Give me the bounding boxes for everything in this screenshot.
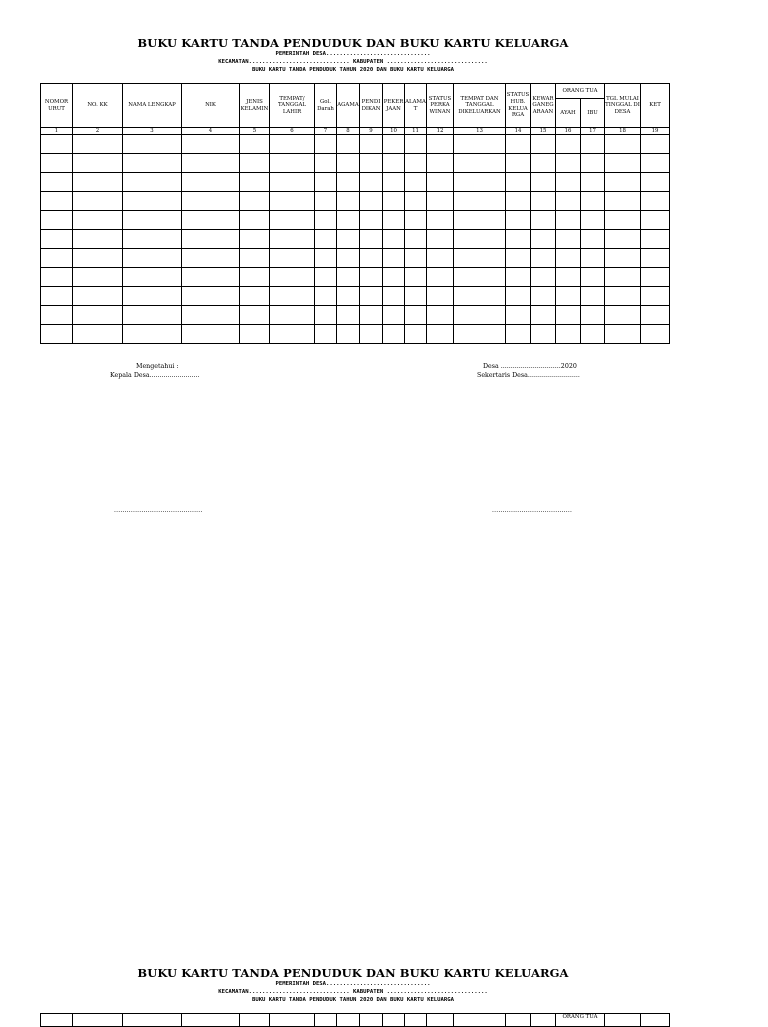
table-cell[interactable] <box>506 287 531 306</box>
table-cell[interactable] <box>41 325 73 344</box>
table-row <box>41 211 670 230</box>
column-number-row <box>41 128 670 135</box>
column-number: 7 <box>315 128 337 135</box>
table-row <box>41 154 670 173</box>
table-cell[interactable] <box>405 230 427 249</box>
table-cell[interactable] <box>383 135 405 154</box>
table-cell[interactable] <box>73 211 123 230</box>
table-cell[interactable] <box>581 211 605 230</box>
table-cell[interactable] <box>531 211 556 230</box>
column-number: 1 <box>41 128 73 135</box>
table-cell[interactable] <box>454 268 506 287</box>
table-cell[interactable] <box>41 287 73 306</box>
table-cell[interactable] <box>73 306 123 325</box>
table-cell[interactable] <box>427 287 454 306</box>
table-cell[interactable] <box>506 249 531 268</box>
cell <box>605 1014 641 1027</box>
table-cell[interactable] <box>337 211 360 230</box>
cell <box>337 1014 360 1027</box>
col-header-ibu: IBU <box>581 99 605 128</box>
table-cell[interactable] <box>581 268 605 287</box>
table-cell[interactable] <box>531 287 556 306</box>
table-cell[interactable] <box>641 135 670 154</box>
table-cell[interactable] <box>556 230 581 249</box>
table-cell[interactable] <box>360 135 383 154</box>
table-cell[interactable] <box>337 249 360 268</box>
table-cell[interactable] <box>337 192 360 211</box>
table-cell[interactable] <box>383 306 405 325</box>
table-cell[interactable] <box>182 249 240 268</box>
table-cell[interactable] <box>315 211 337 230</box>
cell <box>360 1014 383 1027</box>
column-number: 6 <box>270 128 315 135</box>
table-cell[interactable] <box>73 192 123 211</box>
table-cell[interactable] <box>383 154 405 173</box>
table-cell[interactable] <box>405 306 427 325</box>
cell <box>240 1014 270 1027</box>
table-cell[interactable] <box>641 154 670 173</box>
table-cell[interactable] <box>641 173 670 192</box>
table-cell[interactable] <box>240 135 270 154</box>
table-cell[interactable] <box>360 192 383 211</box>
col-header-status-hub-keluarga: STATUS HUB. KELUA RGA <box>506 84 531 128</box>
col-header-kewarganegaraan: KEWAR GANEG ARAAN <box>531 84 556 128</box>
column-number: 11 <box>405 128 427 135</box>
table-cell[interactable] <box>270 173 315 192</box>
table-cell[interactable] <box>531 306 556 325</box>
col-header-alamat: ALAMA T <box>405 84 427 128</box>
cell <box>427 1014 454 1027</box>
table-cell[interactable] <box>123 230 182 249</box>
table-cell[interactable] <box>556 287 581 306</box>
col-header-agama: AGAMA <box>337 84 360 128</box>
table-cell[interactable] <box>73 173 123 192</box>
table-cell[interactable] <box>405 173 427 192</box>
col-header-pekerjaan: PEKER JAAN <box>383 84 405 128</box>
table-cell[interactable] <box>240 306 270 325</box>
table-cell[interactable] <box>531 325 556 344</box>
page-title: BUKU KARTU TANDA PENDUDUK DAN BUKU KARTU KELUARGA <box>137 36 569 50</box>
table-cell[interactable] <box>337 154 360 173</box>
table-cell[interactable] <box>73 135 123 154</box>
table-cell[interactable] <box>581 192 605 211</box>
table-cell[interactable] <box>605 135 641 154</box>
table-cell[interactable] <box>73 268 123 287</box>
subtitle-pemerintah-desa-second: PEMERINTAH DESA............................... <box>275 981 431 987</box>
signature-line-kepala-desa: .......................................... <box>114 507 203 514</box>
column-number: 15 <box>531 128 556 135</box>
table-cell[interactable] <box>41 173 73 192</box>
subtitle-pemerintah-desa: PEMERINTAH DESA............................... <box>275 51 431 57</box>
table-cell[interactable] <box>427 230 454 249</box>
table-row <box>41 268 670 287</box>
table-cell[interactable] <box>337 268 360 287</box>
table-cell[interactable] <box>270 154 315 173</box>
table-cell[interactable] <box>360 325 383 344</box>
table-cell[interactable] <box>383 325 405 344</box>
column-number: 2 <box>73 128 123 135</box>
column-number: 12 <box>427 128 454 135</box>
table-cell[interactable] <box>337 230 360 249</box>
subtitle-kecamatan-kabupaten: KECAMATAN.............................. KABUPATEN .............................. <box>218 59 488 65</box>
table-cell[interactable] <box>337 173 360 192</box>
table-cell[interactable] <box>41 268 73 287</box>
table-cell[interactable] <box>73 154 123 173</box>
register-table <box>40 83 670 344</box>
table-cell[interactable] <box>182 287 240 306</box>
table-cell[interactable] <box>405 192 427 211</box>
table-cell[interactable] <box>270 268 315 287</box>
table-cell[interactable] <box>556 268 581 287</box>
subtitle-kecamatan-kabupaten-second: KECAMATAN.............................. KABUPATEN .............................. <box>218 989 488 995</box>
table-cell[interactable] <box>454 154 506 173</box>
table-cell[interactable] <box>41 306 73 325</box>
table-cell[interactable] <box>315 249 337 268</box>
subtitle-buku-tahun: BUKU KARTU TANDA PENDUDUK TAHUN 2020 DAN BUKU KARTU KELUARGA <box>251 67 455 73</box>
col-header-nomor-urut: NOMOR URUT <box>41 84 73 128</box>
empty-rows <box>41 135 670 344</box>
table-cell[interactable] <box>337 135 360 154</box>
table-cell[interactable] <box>605 306 641 325</box>
table-cell[interactable] <box>337 287 360 306</box>
table-cell[interactable] <box>531 230 556 249</box>
table-cell[interactable] <box>383 249 405 268</box>
table-cell[interactable] <box>641 325 670 344</box>
table-cell[interactable] <box>427 135 454 154</box>
table-cell[interactable] <box>240 173 270 192</box>
column-number: 19 <box>641 128 670 135</box>
table-cell[interactable] <box>605 325 641 344</box>
register-table-second <box>40 1013 670 1027</box>
table-cell[interactable] <box>41 154 73 173</box>
table-cell[interactable] <box>605 173 641 192</box>
table-cell[interactable] <box>73 249 123 268</box>
table-cell[interactable] <box>240 268 270 287</box>
table-cell[interactable] <box>123 154 182 173</box>
column-number: 18 <box>605 128 641 135</box>
table-cell[interactable] <box>270 306 315 325</box>
table-cell[interactable] <box>315 154 337 173</box>
cell <box>383 1014 405 1027</box>
table-cell[interactable] <box>240 249 270 268</box>
table-cell[interactable] <box>427 249 454 268</box>
footer-mengetahui: Mengetahui : <box>136 363 179 370</box>
table-cell[interactable] <box>360 173 383 192</box>
table-cell[interactable] <box>315 287 337 306</box>
table-cell[interactable] <box>531 154 556 173</box>
table-cell[interactable] <box>506 268 531 287</box>
table-cell[interactable] <box>123 306 182 325</box>
table-cell[interactable] <box>123 287 182 306</box>
table-cell[interactable] <box>454 135 506 154</box>
table-cell[interactable] <box>182 154 240 173</box>
table-cell[interactable] <box>605 230 641 249</box>
table-cell[interactable] <box>581 306 605 325</box>
cell <box>123 1014 182 1027</box>
table-cell[interactable] <box>641 306 670 325</box>
column-number: 5 <box>240 128 270 135</box>
table-cell[interactable] <box>427 173 454 192</box>
col-header-orang-tua: ORANG TUA <box>556 84 605 99</box>
col-header-nik: NIK <box>182 84 240 128</box>
table-cell[interactable] <box>531 249 556 268</box>
table-cell[interactable] <box>427 268 454 287</box>
page-title-second: BUKU KARTU TANDA PENDUDUK DAN BUKU KARTU KELUARGA <box>137 966 569 980</box>
table-cell[interactable] <box>427 306 454 325</box>
table-row <box>41 173 670 192</box>
table-cell[interactable] <box>123 135 182 154</box>
table-cell[interactable] <box>531 192 556 211</box>
table-row <box>41 192 670 211</box>
table-cell[interactable] <box>506 135 531 154</box>
column-number: 13 <box>454 128 506 135</box>
cell <box>531 1014 556 1027</box>
table-row <box>41 249 670 268</box>
table-cell[interactable] <box>641 230 670 249</box>
table-cell[interactable] <box>506 325 531 344</box>
table-cell[interactable] <box>240 325 270 344</box>
table-cell[interactable] <box>123 325 182 344</box>
table-cell[interactable] <box>454 173 506 192</box>
cell <box>270 1014 315 1027</box>
col-header-orang-tua-second: ORANG TUA <box>556 1014 605 1027</box>
table-cell[interactable] <box>182 135 240 154</box>
table-cell[interactable] <box>531 135 556 154</box>
subtitle-buku-tahun-second: BUKU KARTU TANDA PENDUDUK TAHUN 2020 DAN BUKU KARTU KELUARGA <box>251 997 455 1003</box>
table-cell[interactable] <box>182 230 240 249</box>
column-number: 3 <box>123 128 182 135</box>
table-cell[interactable] <box>427 154 454 173</box>
table-cell[interactable] <box>123 249 182 268</box>
table-cell[interactable] <box>605 249 641 268</box>
table-cell[interactable] <box>315 306 337 325</box>
table-cell[interactable] <box>240 287 270 306</box>
table-cell[interactable] <box>427 325 454 344</box>
table-cell[interactable] <box>556 154 581 173</box>
table-cell[interactable] <box>383 287 405 306</box>
column-number: 17 <box>581 128 605 135</box>
table-row <box>41 230 670 249</box>
column-number: 4 <box>182 128 240 135</box>
table-cell[interactable] <box>41 249 73 268</box>
table-cell[interactable] <box>182 268 240 287</box>
table-cell[interactable] <box>360 306 383 325</box>
table-cell[interactable] <box>383 173 405 192</box>
table-cell[interactable] <box>581 287 605 306</box>
table-cell[interactable] <box>360 154 383 173</box>
table-cell[interactable] <box>556 135 581 154</box>
table-cell[interactable] <box>427 211 454 230</box>
table-cell[interactable] <box>605 287 641 306</box>
table-cell[interactable] <box>556 325 581 344</box>
cell <box>506 1014 531 1027</box>
column-number: 14 <box>506 128 531 135</box>
table-cell[interactable] <box>182 192 240 211</box>
table-cell[interactable] <box>605 268 641 287</box>
cell <box>73 1014 123 1027</box>
table-cell[interactable] <box>405 287 427 306</box>
table-cell[interactable] <box>73 325 123 344</box>
table-cell[interactable] <box>506 192 531 211</box>
table-cell[interactable] <box>240 154 270 173</box>
table-cell[interactable] <box>506 173 531 192</box>
cell <box>315 1014 337 1027</box>
col-header-nama-lengkap: NAMA LENGKAP <box>123 84 182 128</box>
cell <box>405 1014 427 1027</box>
table-cell[interactable] <box>41 135 73 154</box>
table-cell[interactable] <box>531 173 556 192</box>
table-cell[interactable] <box>383 192 405 211</box>
table-cell[interactable] <box>360 249 383 268</box>
table-cell[interactable] <box>270 192 315 211</box>
table-cell[interactable] <box>315 268 337 287</box>
table-cell[interactable] <box>41 192 73 211</box>
table-row <box>41 287 670 306</box>
table-cell[interactable] <box>315 173 337 192</box>
table-cell[interactable] <box>270 135 315 154</box>
table-cell[interactable] <box>581 325 605 344</box>
table-cell[interactable] <box>581 249 605 268</box>
table-cell[interactable] <box>405 154 427 173</box>
table-cell[interactable] <box>315 135 337 154</box>
table-cell[interactable] <box>360 211 383 230</box>
column-number: 9 <box>360 128 383 135</box>
cell <box>182 1014 240 1027</box>
col-header-jenis-kelamin: JENIS KELAMIN <box>240 84 270 128</box>
table-cell[interactable] <box>182 173 240 192</box>
table-cell[interactable] <box>405 249 427 268</box>
table-cell[interactable] <box>581 173 605 192</box>
table-cell[interactable] <box>73 287 123 306</box>
footer-desa-date: Desa ..............................2020 <box>483 363 577 370</box>
table-cell[interactable] <box>605 211 641 230</box>
table-cell[interactable] <box>506 230 531 249</box>
table-cell[interactable] <box>360 268 383 287</box>
table-cell[interactable] <box>360 287 383 306</box>
column-number: 16 <box>556 128 581 135</box>
table-cell[interactable] <box>581 135 605 154</box>
table-cell[interactable] <box>605 154 641 173</box>
table-cell[interactable] <box>454 211 506 230</box>
table-cell[interactable] <box>427 192 454 211</box>
table-cell[interactable] <box>405 135 427 154</box>
table-cell[interactable] <box>240 211 270 230</box>
table-row <box>41 306 670 325</box>
table-cell[interactable] <box>123 211 182 230</box>
table-cell[interactable] <box>506 306 531 325</box>
table-cell[interactable] <box>337 325 360 344</box>
table-cell[interactable] <box>581 154 605 173</box>
table-cell[interactable] <box>641 192 670 211</box>
table-cell[interactable] <box>405 211 427 230</box>
table-cell[interactable] <box>123 192 182 211</box>
table-row <box>41 325 670 344</box>
table-cell[interactable] <box>454 287 506 306</box>
col-header-gol-darah: Gol. Darah <box>315 84 337 128</box>
cell <box>641 1014 670 1027</box>
table-cell[interactable] <box>556 211 581 230</box>
table-cell[interactable] <box>270 325 315 344</box>
column-number: 10 <box>383 128 405 135</box>
table-cell[interactable] <box>531 268 556 287</box>
table-cell[interactable] <box>556 192 581 211</box>
col-header-tempat-tanggal-dikeluarkan: TEMPAT DAN TANGGAL DIKELUARKAN <box>454 84 506 128</box>
col-header-ket: KET <box>641 84 670 128</box>
col-header-status-perkawinan: STATUS PERKA WINAN <box>427 84 454 128</box>
table-cell[interactable] <box>454 230 506 249</box>
table-cell[interactable] <box>315 192 337 211</box>
table-cell[interactable] <box>383 230 405 249</box>
table-cell[interactable] <box>641 268 670 287</box>
table-cell[interactable] <box>41 211 73 230</box>
table-cell[interactable] <box>605 192 641 211</box>
table-cell[interactable] <box>41 230 73 249</box>
table-cell[interactable] <box>270 211 315 230</box>
table-cell[interactable] <box>315 230 337 249</box>
table-cell[interactable] <box>182 211 240 230</box>
table-cell[interactable] <box>182 325 240 344</box>
table-cell[interactable] <box>454 325 506 344</box>
table-cell[interactable] <box>383 268 405 287</box>
column-number: 8 <box>337 128 360 135</box>
table-row <box>41 135 670 154</box>
col-header-ayah: AYAH <box>556 99 581 128</box>
table-cell[interactable] <box>360 230 383 249</box>
table-cell[interactable] <box>182 306 240 325</box>
table-cell[interactable] <box>337 306 360 325</box>
table-cell[interactable] <box>270 230 315 249</box>
table-cell[interactable] <box>240 192 270 211</box>
table-cell[interactable] <box>123 268 182 287</box>
table-cell[interactable] <box>641 249 670 268</box>
table-cell[interactable] <box>581 230 605 249</box>
table-cell[interactable] <box>641 287 670 306</box>
col-header-tempat-tanggal-lahir: TEMPAT/ TANGGAL LAHIR <box>270 84 315 128</box>
table-cell[interactable] <box>556 306 581 325</box>
footer-kepala-desa: Kepala Desa......................... <box>110 372 200 379</box>
table-cell[interactable] <box>123 173 182 192</box>
table-cell[interactable] <box>454 249 506 268</box>
table-cell[interactable] <box>405 325 427 344</box>
table-cell[interactable] <box>506 211 531 230</box>
table-cell[interactable] <box>454 306 506 325</box>
signature-line-sekertaris: ...................................... <box>492 507 573 514</box>
table-cell[interactable] <box>240 230 270 249</box>
table-cell[interactable] <box>383 211 405 230</box>
table-cell[interactable] <box>270 249 315 268</box>
table-cell[interactable] <box>405 268 427 287</box>
table-cell[interactable] <box>506 154 531 173</box>
table-cell[interactable] <box>641 211 670 230</box>
cell <box>454 1014 506 1027</box>
table-cell[interactable] <box>556 173 581 192</box>
col-header-tgl-mulai-tinggal: TGL MULAI TINGGAL DI DESA <box>605 84 641 128</box>
table-cell[interactable] <box>73 230 123 249</box>
table-cell[interactable] <box>556 249 581 268</box>
table-cell[interactable] <box>315 325 337 344</box>
col-header-no-kk: NO. KK <box>73 84 123 128</box>
col-header-pendidikan: PENDI DIKAN <box>360 84 383 128</box>
table-cell[interactable] <box>270 287 315 306</box>
footer-sekertaris-desa: Sekertaris Desa.......................... <box>477 372 580 379</box>
cell <box>41 1014 73 1027</box>
table-cell[interactable] <box>454 192 506 211</box>
